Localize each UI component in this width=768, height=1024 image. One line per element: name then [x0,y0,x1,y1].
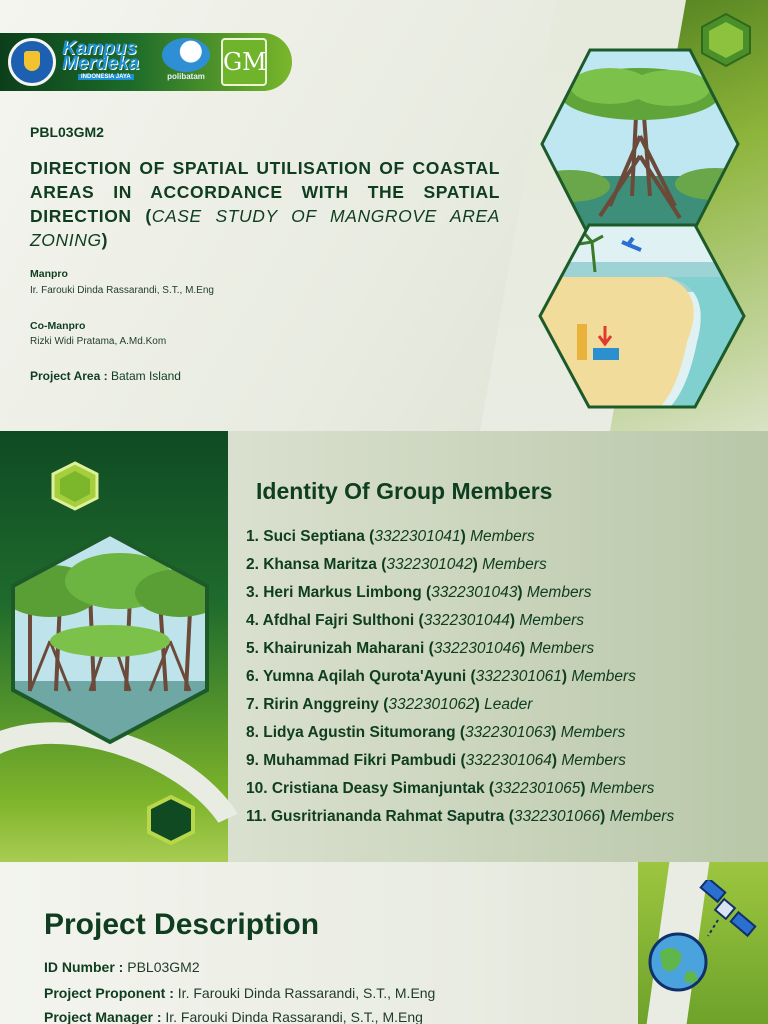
list-item: 11. Gusritriananda Rahmat Saputra (3322301066) Members [246,808,675,825]
globe-icon [650,934,706,990]
polibatam-wave-icon [162,38,210,72]
kampus-merdeka-logo: Kampus Merdeka INDONESIA JAYA [62,38,140,80]
project-area: Project Area : Batam Island [30,369,181,383]
tut-wuri-handayani-logo-icon [8,38,56,86]
list-item: 9. Muhammad Fikri Pambudi (3322301064) Members [246,752,626,769]
page-title: DIRECTION OF SPATIAL UTILISATION OF COASTAL AREAS IN ACCORDANCE WITH THE SPATIAL DIRECTION (CASE STUDY OF MANGROVE AREA ZONING) [30,158,500,250]
mangrove-forest-illustration-icon [10,531,210,745]
list-item: 5. Khairunizah Maharani (3322301046) Members [246,640,595,657]
members-title: Identity Of Group Members [256,478,553,504]
project-code: PBL03GM2 [30,124,104,140]
section-title: Project Description [44,908,320,941]
list-item: 7. Ririn Anggreiny (3322301062) Leader [246,696,533,713]
hexagon-decoration-icon [146,795,196,845]
id-number-row: ID Number : PBL03GM2 [44,959,200,975]
list-item: 4. Afdhal Fajri Sulthoni (3322301044) Members [246,612,584,629]
cover-section [0,0,768,431]
satellite-icon [701,880,756,936]
beach-shoreline-illustration-icon [537,222,747,410]
manager-row: Project Manager : Ir. Farouki Dinda Rassarandi, S.T., M.Eng [44,1009,423,1024]
proponent-row: Project Proponent : Ir. Farouki Dinda Rassarandi, S.T., M.Eng [44,985,436,1001]
list-item: 1. Suci Septiana (3322301041) Members [246,528,535,545]
manpro-label: Manpro [30,268,68,280]
members-list [246,523,674,831]
list-item: 8. Lidya Agustin Situmorang (3322301063) Members [246,724,626,741]
comanpro-value: Rizki Widi Pratama, A.Md.Kom [30,336,167,347]
manpro-value: Ir. Farouki Dinda Rassarandi, S.T., M.Eng [30,285,214,296]
list-item: 10. Cristiana Deasy Simanjuntak (3322301065) Members [246,780,655,797]
list-item: 6. Yumna Aqilah Qurota'Ayuni (3322301061) Members [246,668,636,685]
members-section [0,431,768,862]
project-description-section [0,862,768,1024]
list-item: 3. Heri Markus Limbong (3322301043) Members [246,584,592,601]
mangrove-tree-illustration-icon [540,46,740,242]
hexagon-decoration-icon [50,461,100,511]
comanpro-label: Co-Manpro [30,320,86,332]
polibatam-logo: polibatam [160,38,212,86]
list-item: 2. Khansa Maritza (3322301042) Members [246,556,547,573]
satellite-globe-illustration [646,880,764,1000]
gm-logo: GM [221,38,267,86]
